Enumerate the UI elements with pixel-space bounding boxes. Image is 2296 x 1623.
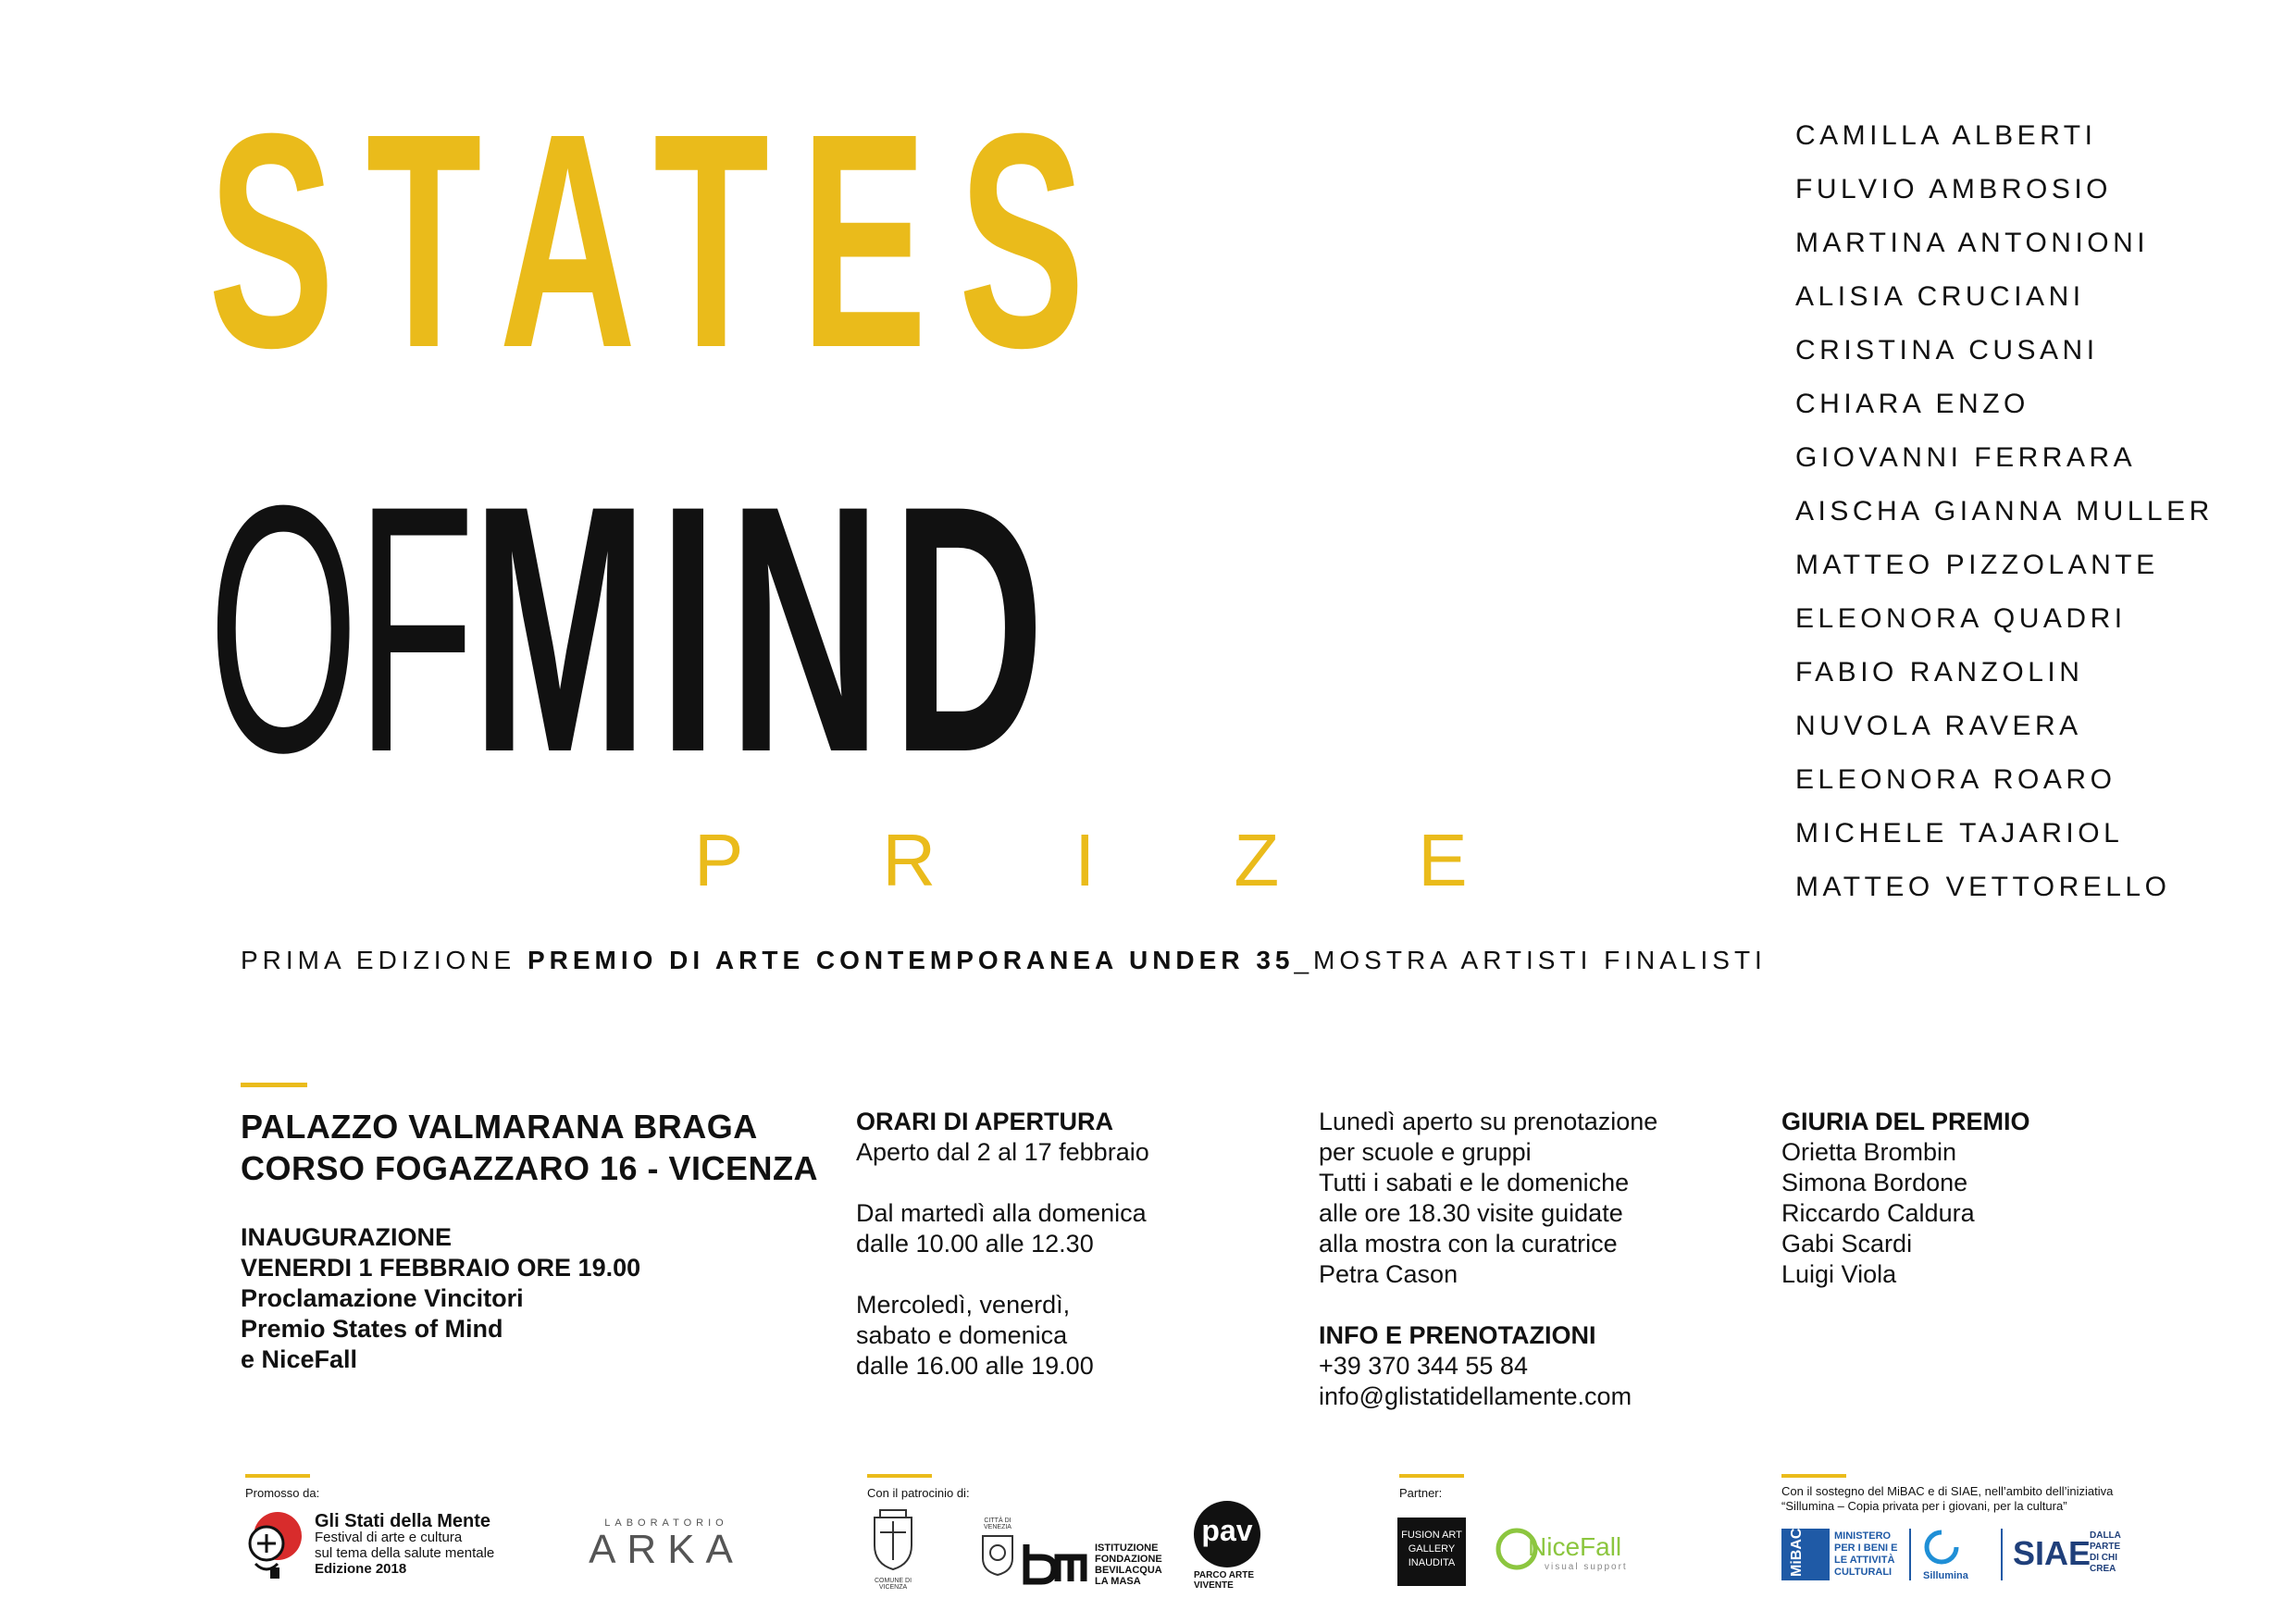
artist-name: CAMILLA ALBERTI <box>1795 120 2097 151</box>
hours-line: Dal martedì alla domenica <box>856 1199 1147 1227</box>
arka-small: LABORATORIO <box>604 1518 728 1529</box>
jury-column <box>1781 1107 2030 1290</box>
siae-line: PARTE <box>2090 1542 2121 1552</box>
title-of: OF <box>208 432 473 825</box>
footer-bar <box>245 1474 310 1478</box>
artist-list <box>1795 109 2214 914</box>
mibac-line: PER I BENI E <box>1834 1542 1898 1554</box>
hours-column <box>856 1107 1149 1381</box>
venue-column <box>241 1106 818 1375</box>
proclamation-line: e NiceFall <box>241 1345 358 1373</box>
bm-line: ISTITUZIONE <box>1095 1542 1159 1554</box>
inauguration-heading: INAUGURAZIONE <box>241 1223 452 1251</box>
venue-name: PALAZZO VALMARANA BRAGA <box>241 1108 758 1146</box>
info-line: Petra Cason <box>1319 1260 1458 1288</box>
info-line: Lunedì aperto su prenotazione <box>1319 1108 1658 1135</box>
citta-caption: CITTÀ DI VENEZIA <box>984 1518 1011 1530</box>
fusion-art-logo <box>1397 1518 1466 1586</box>
comune-vicenza-logo <box>865 1506 921 1591</box>
logo-divider <box>2001 1529 2003 1580</box>
gsm-logo <box>242 1508 307 1582</box>
siae-line: CREA <box>2090 1564 2116 1574</box>
artist-name: MATTEO VETTORELLO <box>1795 872 2171 902</box>
hours-line: Aperto dal 2 al 17 febbraio <box>856 1138 1149 1166</box>
pav-line: VIVENTE <box>1194 1580 1234 1591</box>
footer-bar <box>867 1474 932 1478</box>
info-phone: +39 370 344 55 84 <box>1319 1352 1528 1380</box>
venue-address: CORSO FOGAZZARO 16 - VICENZA <box>241 1149 819 1187</box>
info-line: per scuole e gruppi <box>1319 1138 1532 1166</box>
artist-name: AISCHA GIANNA MULLER <box>1795 496 2214 527</box>
citta-venezia-logo <box>976 1518 1019 1582</box>
artist-name: ELEONORA ROARO <box>1795 764 2116 795</box>
sillumina-text: Sillumina <box>1923 1570 1968 1581</box>
proclamation-line: Proclamazione Vincitori <box>241 1284 524 1312</box>
jury-heading: GIURIA DEL PREMIO <box>1781 1108 2030 1135</box>
mibac-logo <box>1781 1529 1830 1580</box>
pav-line: PARCO ARTE <box>1194 1570 1254 1580</box>
siae-logo: SIAE <box>2013 1534 2091 1572</box>
info-column <box>1319 1107 1657 1412</box>
subtitle <box>241 946 1767 975</box>
subtitle-part3: _MOSTRA ARTISTI FINALISTI <box>1294 946 1767 974</box>
artist-name: ALISIA CRUCIANI <box>1795 281 2085 312</box>
proclamation-line: Premio States of Mind <box>241 1315 503 1343</box>
gsm-head-icon <box>242 1508 307 1582</box>
mibac-line: MINISTERO <box>1834 1530 1892 1542</box>
footer-bar <box>1781 1474 1846 1478</box>
artist-name: CHIARA ENZO <box>1795 389 2029 419</box>
bm-line: FONDAZIONE <box>1095 1554 1162 1565</box>
artist-name: MARTINA ANTONIONI <box>1795 228 2150 258</box>
gsm-text <box>315 1511 495 1577</box>
patronage-label: Con il patrocinio di: <box>867 1486 970 1500</box>
bm-icon <box>1023 1541 1087 1585</box>
bm-line: LA MASA <box>1095 1576 1141 1587</box>
hours-heading: ORARI DI APERTURA <box>856 1108 1114 1135</box>
info-heading: INFO E PRENOTAZIONI <box>1319 1321 1596 1349</box>
siae-line: DALLA <box>2090 1530 2121 1541</box>
jury-member: Simona Bordone <box>1781 1169 1968 1196</box>
arka-text: ARKA <box>589 1527 744 1572</box>
artist-name: FULVIO AMBROSIO <box>1795 174 2112 204</box>
jury-member: Luigi Viola <box>1781 1260 1897 1288</box>
info-line: alla mostra con la curatrice <box>1319 1230 1618 1258</box>
footer-bar <box>1399 1474 1464 1478</box>
artist-name: MATTEO PIZZOLANTE <box>1795 550 2159 580</box>
bm-logo <box>1023 1541 1087 1590</box>
mibac-text: MiBAC <box>1789 1528 1805 1577</box>
fusion-art-text: FUSION ART GALLERY INAUDITA <box>1401 1530 1462 1568</box>
jury-member: Riccardo Caldura <box>1781 1199 1975 1227</box>
gsm-line: Edizione 2018 <box>315 1561 407 1577</box>
gsm-line: sul tema della salute mentale <box>315 1545 495 1561</box>
arka-logo <box>574 1518 759 1571</box>
sillumina-icon <box>1923 1529 1960 1566</box>
artist-name: GIOVANNI FERRARA <box>1795 442 2137 473</box>
artist-name: ELEONORA QUADRI <box>1795 603 2127 634</box>
nicefall-text: NiceFall <box>1528 1532 1622 1561</box>
mibac-name <box>1834 1530 1897 1579</box>
siae-line: DI CHI <box>2090 1553 2117 1563</box>
pav-logo-text: pav <box>1201 1514 1253 1547</box>
sillumina-logo <box>1923 1529 1988 1582</box>
mibac-line: LE ATTIVITÀ <box>1834 1555 1895 1566</box>
support-line: Con il sostegno del MiBAC e di SIAE, nell’ambito dell’iniziativa <box>1781 1484 2114 1498</box>
support-text <box>1781 1484 2113 1514</box>
hours-line: sabato e domenica <box>856 1321 1068 1349</box>
info-email: info@glistatidellamente.com <box>1319 1382 1632 1410</box>
bm-text <box>1095 1542 1162 1587</box>
support-line: “Sillumina – Copia privata per i giovani, per la cultura” <box>1781 1499 2067 1513</box>
accent-bar <box>241 1083 307 1087</box>
lion-crest-icon <box>979 1530 1016 1577</box>
artist-name: MICHELE TAJARIOL <box>1795 818 2124 849</box>
crest-icon <box>865 1506 921 1573</box>
jury-member: Gabi Scardi <box>1781 1230 1913 1258</box>
artist-name: NUVOLA RAVERA <box>1795 711 2082 741</box>
hours-line: Mercoledì, venerdì, <box>856 1291 1071 1319</box>
promoted-label: Promosso da: <box>245 1486 320 1500</box>
title-states: STATES <box>208 69 1117 411</box>
bm-line: BEVILACQUA <box>1095 1565 1162 1576</box>
mibac-line: CULTURALI <box>1834 1567 1893 1578</box>
nicefall-sub: visual support <box>1545 1562 1628 1572</box>
pav-text <box>1194 1570 1254 1591</box>
gsm-line: Festival di arte e cultura <box>315 1530 463 1545</box>
info-line: alle ore 18.30 visite guidate <box>1319 1199 1623 1227</box>
pav-logo <box>1194 1501 1260 1567</box>
info-line: Tutti i sabati e le domeniche <box>1319 1169 1630 1196</box>
artist-name: CRISTINA CUSANI <box>1795 335 2099 365</box>
siae-tagline <box>2090 1530 2121 1575</box>
inauguration-date: VENERDI 1 FEBBRAIO ORE 19.00 <box>241 1254 641 1282</box>
title-mind: MIND <box>472 432 1056 825</box>
artist-name: FABIO RANZOLIN <box>1795 657 2084 688</box>
partner-label: Partner: <box>1399 1486 1443 1500</box>
title-prize: PRIZE <box>694 819 1607 901</box>
logo-divider <box>1909 1529 1911 1580</box>
subtitle-part2: PREMIO DI ARTE CONTEMPORANEA UNDER 35 <box>527 946 1295 974</box>
hours-line: dalle 10.00 alle 12.30 <box>856 1230 1094 1258</box>
gsm-title: Gli Stati della Mente <box>315 1511 491 1531</box>
hours-line: dalle 16.00 alle 19.00 <box>856 1352 1094 1380</box>
subtitle-part1: PRIMA EDIZIONE <box>241 946 527 974</box>
comune-caption: COMUNE DI VICENZA <box>874 1578 912 1591</box>
jury-member: Orietta Brombin <box>1781 1138 1957 1166</box>
